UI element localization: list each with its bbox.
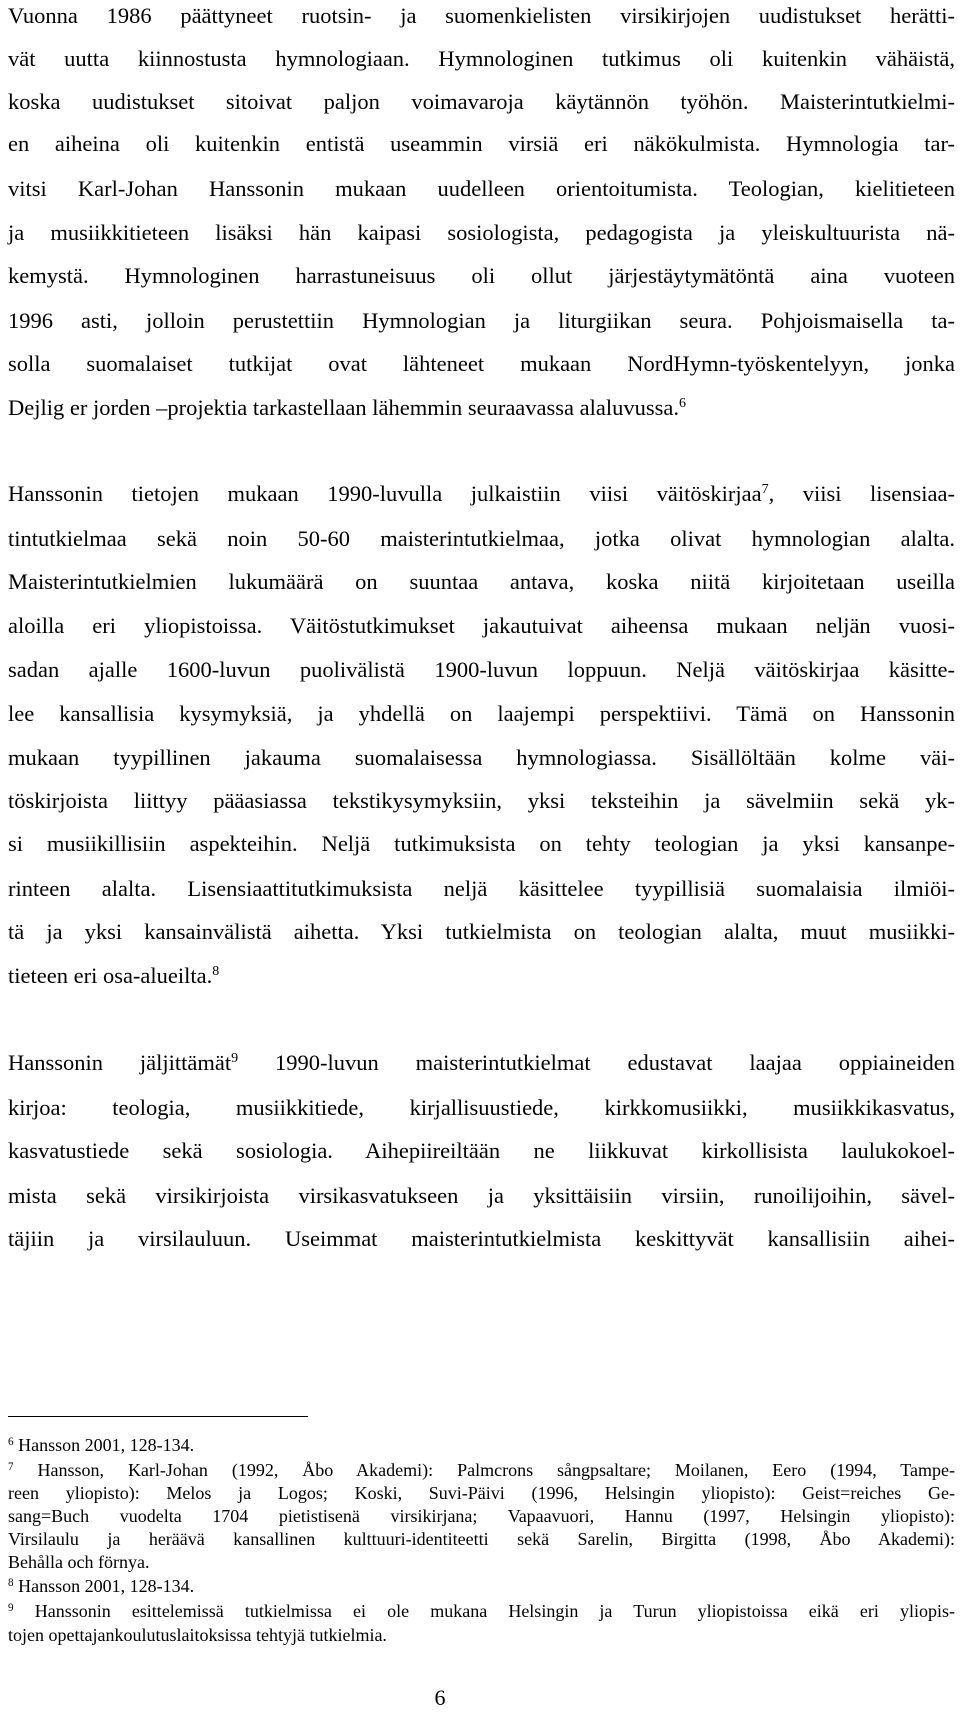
footnote-text-line: sang=Buch vuodelta 1704 pietistisenä virsikirjana; Vapaavuori, Hannu (1997, Helsingin yliopisto): — [8, 1506, 955, 1526]
footnote-text-line: Virsilaulu ja heräävä kansallinen kulttuuri-identiteetti sekä Sarelin, Birgitta (1998, Åbo Akademi): — [8, 1529, 955, 1549]
body-text-line: kemystä. Hymnologinen harrastuneisuus oli ollut järjestäytymätöntä aina vuoteen — [8, 263, 955, 288]
body-text-line: Vuonna 1986 päättyneet ruotsin- ja suomenkielisten virsikirjojen uudistukset herätti- — [8, 3, 955, 28]
footnote-number: 9 — [8, 1601, 14, 1614]
body-text-line: töskirjoista liittyy pääasiassa tekstikysymyksiin, yksi teksteihin ja sävelmiin sekä yk- — [8, 788, 955, 813]
body-text-line: solla suomalaiset tutkijat ovat lähteneet mukaan NordHymn-työskentelyyn, jonka — [8, 351, 955, 376]
body-text-segment: Hanssonin tietojen mukaan 1990-luvulla julkaistiin viisi väitöskirjaa — [8, 481, 762, 506]
body-text-line: en aiheina oli kuitenkin entistä useammin virsiä eri näkökulmista. Hymnologia tar- — [8, 131, 955, 156]
footnote-9 — [8, 1602, 955, 1620]
body-text-line: täjiin ja virsilauluun. Useimmat maisterintutkielmista keskittyvät kansallisiin aihei- — [8, 1226, 955, 1251]
body-text-segment: tieteen eri osa-alueilta. — [8, 963, 213, 988]
body-text-segment: 1990-luvun maisterintutkielmat edustavat laajaa oppiaineiden — [238, 1050, 955, 1075]
footnote-reference: 9 — [231, 1051, 239, 1067]
body-text-segment: Dejlig er jorden –projektia tarkastellaan lähemmin seuraavassa alaluvussa. — [8, 395, 680, 420]
footnote-text-line: reen yliopisto): Melos ja Logos; Koski, Suvi-Päivi (1996, Helsingin yliopisto): Geist=reiches Ge- — [8, 1483, 955, 1503]
body-text-line — [8, 397, 686, 420]
footnote-7 — [8, 1461, 955, 1479]
body-text-line — [8, 1052, 955, 1075]
footnote-number: 8 — [8, 1576, 14, 1589]
body-text-line: kasvatustiede sekä sosiologia. Aihepiireiltään ne liikkuvat kirkollisista laulukokoel- — [8, 1138, 955, 1163]
body-text-line: tä ja yksi kansainvälistä aihetta. Yksi tutkielmista on teologian alalta, muut musiikki- — [8, 919, 955, 944]
footnote-number: 6 — [8, 1435, 14, 1448]
body-text-line — [8, 483, 955, 506]
footnote-text: Hansson 2001, 128-134. — [18, 1576, 195, 1596]
body-text-line: tintutkielmaa sekä noin 50-60 maisterintutkielmaa, jotka olivat hymnologian alalta. — [8, 526, 955, 551]
body-text-line — [8, 965, 219, 988]
footnote-text-line: tojen opettajankoulutuslaitoksissa tehtyjä tutkielmia. — [8, 1625, 387, 1645]
footnote-number: 7 — [8, 1460, 14, 1473]
body-text-line: aloilla eri yliopistoissa. Väitöstutkimukset jakautuivat aiheensa mukaan neljän vuosi- — [8, 613, 955, 638]
footnote-reference: 8 — [212, 964, 220, 980]
footnote-reference: 7 — [761, 482, 769, 498]
footnote-text: Hansson, Karl-Johan (1992, Åbo Akademi): Palmcrons sångpsaltare; Moilanen, Eero (1994, Tampe- — [37, 1460, 956, 1480]
body-text-line: vitsi Karl-Johan Hanssonin mukaan uudelleen orientoitumista. Teologian, kielitieteen — [8, 176, 955, 201]
footnote-text-line: Behålla och förnya. — [8, 1552, 150, 1572]
footnote-text: Hansson 2001, 128-134. — [18, 1435, 195, 1455]
footnote-8 — [8, 1577, 194, 1595]
body-text-line: kirjoa: teologia, musiikkitiede, kirjallisuustiede, kirkkomusiikki, musiikkikasvatus, — [8, 1095, 955, 1120]
body-text-line: mista sekä virsikirjoista virsikasvatukseen ja yksittäisiin virsiin, runoilijoihin, sävel- — [8, 1183, 955, 1208]
footnote-6 — [8, 1436, 194, 1454]
body-text-line: mukaan tyypillinen jakauma suomalaisessa hymnologiassa. Sisällöltään kolme väi- — [8, 745, 955, 770]
body-text-line: si musiikillisiin aspekteihin. Neljä tutkimuksista on tehty teologian ja yksi kansanpe- — [8, 831, 955, 856]
body-text-line: sadan ajalle 1600-luvun puolivälistä 1900-luvun loppuun. Neljä väitöskirjaa käsitte- — [8, 657, 955, 682]
page-number: 6 — [434, 1685, 446, 1710]
body-text-line: 1996 asti, jolloin perustettiin Hymnologian ja liturgiikan seura. Pohjoismaisella ta- — [8, 308, 955, 333]
body-text-segment: , viisi lisensiaa- — [768, 481, 955, 506]
body-text-line: lee kansallisia kysymyksiä, ja yhdellä on laajempi perspektiivi. Tämä on Hanssonin — [8, 701, 955, 726]
body-text-line: Maisterintutkielmien lukumäärä on suuntaa antava, koska niitä kirjoitetaan useilla — [8, 569, 955, 594]
body-text-line: koska uudistukset sitoivat paljon voimavaroja käytännön työhön. Maisterintutkielmi- — [8, 89, 955, 114]
body-text-segment: Hanssonin jäljittämät — [8, 1050, 232, 1075]
footnote-separator — [8, 1416, 308, 1417]
body-text-line: ja musiikkitieteen lisäksi hän kaipasi sosiologista, pedagogista ja yleiskultuurista nä- — [8, 220, 955, 245]
footnote-reference: 6 — [679, 396, 686, 412]
body-text-line: rinteen alalta. Lisensiaattitutkimuksista neljä käsittelee tyypillisiä suomalaisia ilmiöi- — [8, 876, 955, 901]
body-text-line: vät uutta kiinnostusta hymnologiaan. Hymnologinen tutkimus oli kuitenkin vähäistä, — [8, 46, 955, 71]
footnote-text: Hanssonin esittelemissä tutkielmissa ei ole mukana Helsingin ja Turun yliopistoissa eikä eri yliopis- — [34, 1601, 955, 1621]
